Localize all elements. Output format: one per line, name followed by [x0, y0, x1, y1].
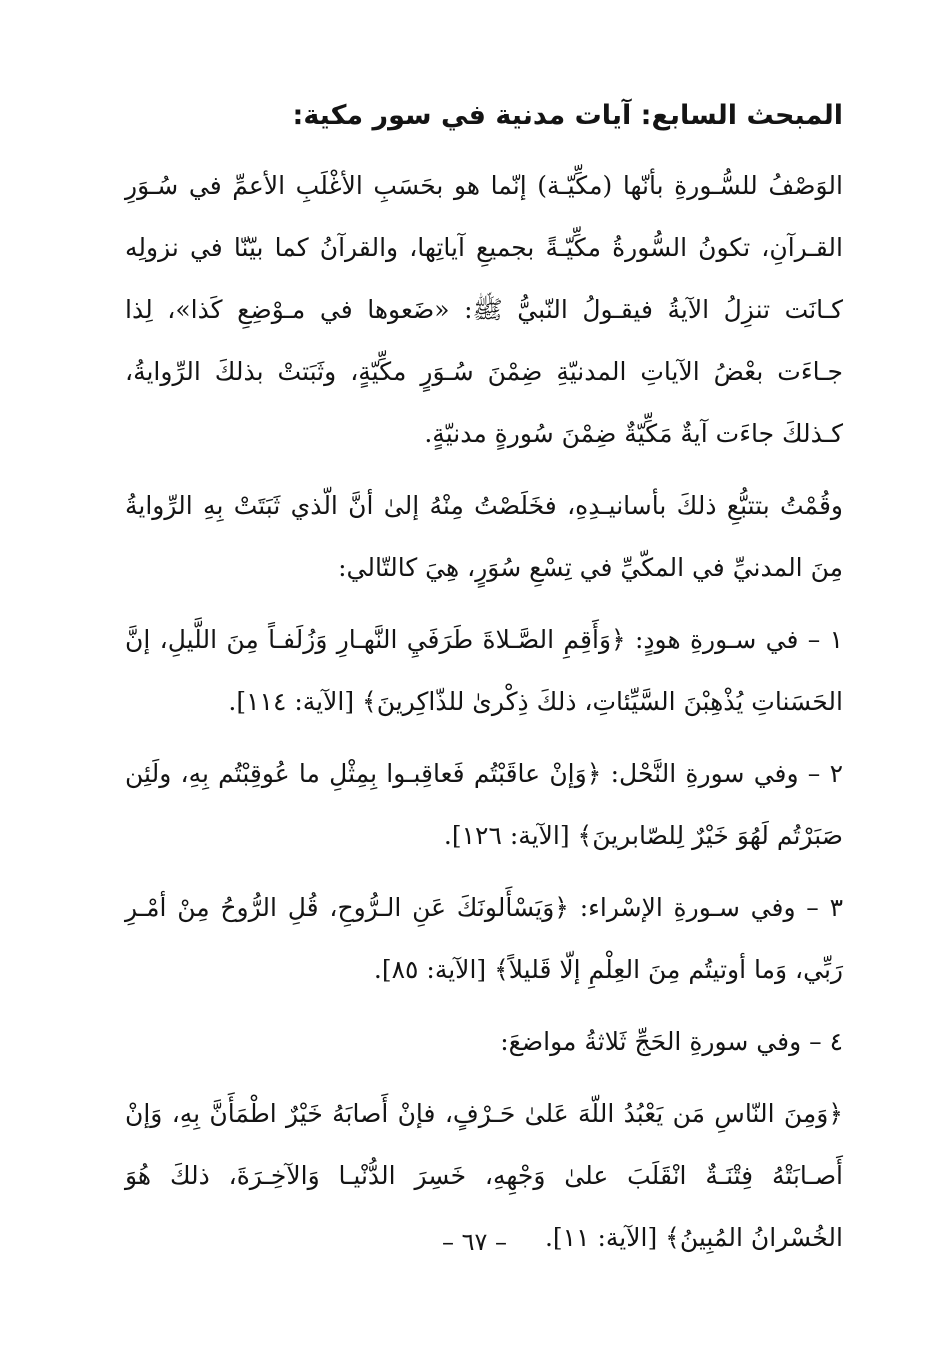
paragraph-intro: الوَصْفُ للسُّـورةِ بأنّها (مكِّيّـة) إنّما هو بحَسَبِ الأغْلَبِ الأعمِّ في سُـوَرِ القـرآنِ، تكونُ السُّورةُ مكِّيّـةً بجميعِ آياتِها، والقرآنُ كما بيّنّا في نزولِه كـانَت تنزِلُ الآيةُ فيقـولُ النّبيُّ ﷺ: «ضَعوها في مـوْضِعِ كَذا»، لِذا جـاءَت بعْضُ الآياتِ المدنيّةِ ضِمْنَ سُـوَرٍ مكِّيّةٍ، وثَبَتتْ بذلكَ الرِّوايةُ، كـذلكَ جاءَت آيةٌ مَكِّيّةٌ ضِمْنَ سُورةٍ مدنيّةٍ.: [125, 171, 843, 448]
list-item-isra: ٣ – وفي سـورةِ الإسْراء: ﴿وَيَسْأَلونَكَ عَنِ الـرُّوحِ، قُلِ الرُّوحُ مِنْ أمْـرِ رَبِّي، وَما أوتيتُم مِنَ العِلْمِ إلّا قَليلاً﴾ [الآية: ٨٥].: [125, 893, 843, 984]
section-heading: المبحث السابع: آيات مدنية في سور مكية:: [292, 100, 843, 131]
list-item-nahl: ٢ – وفي سورةِ النَّحْل: ﴿وَإنْ عاقَبْتُم فَعاقِبـوا بِمِثْلِ ما عُوقِبْتُم بِهِ، ولَئِن صَبَرْتُم لَهُوَ خَيْرٌ لِلصّابرينَ﴾ [الآية: ١٢٦].: [125, 759, 843, 850]
list-item-hud: ١ – في سـورةِ هودٍ: ﴿وَأَقِمِ الصَّـلاةَ طَرَفَيِ النَّهـارِ وَزُلَفـاً مِنَ اللَّيلِ، إنَّ الحَسَناتِ يُذْهِبْنَ السَّيِّئاتِ، ذلكَ ذِكْرىٰ للذّاكِرينَ﴾ [الآية: ١١٤].: [125, 625, 843, 716]
list-item-hajj: ٤ – وفي سورةِ الحَجِّ ثَلاثةُ مواضعَ:: [500, 1027, 843, 1056]
document-page: [125, 95, 843, 1279]
list-item-hajj-verse: ﴿وَمِنَ النّاسِ مَن يَعْبُدُ اللّهَ عَلىٰ حَـرْفٍ، فإنْ أَصابَهُ خَيْرٌ اطْمَأَنَّ بِهِ، وَإنْ أَصـابَتْهُ فِتْنَـةٌ انْقَلَبَ علىٰ وَجْهِهِ، خَسِرَ الدُّنْيـا وَالآخِـرَةَ، ذلكَ هُوَ الخُسْرانُ المُبِينُ﴾ [الآية: ١١].: [125, 1099, 843, 1252]
page-number: – ٦٧ –: [441, 1228, 508, 1256]
paragraph-method: وقُمْتُ بتتبُّعِ ذلكَ بأسانيـدِهِ، فخَلَصْتُ مِنْهُ إلىٰ أنَّ الّذي ثَبَتَتْ بِهِ الرِّوايةُ مِنَ المدنيِّ في المكّيِّ في تِسْعِ سُوَرٍ، هِيَ كالتّالي:: [125, 491, 843, 582]
